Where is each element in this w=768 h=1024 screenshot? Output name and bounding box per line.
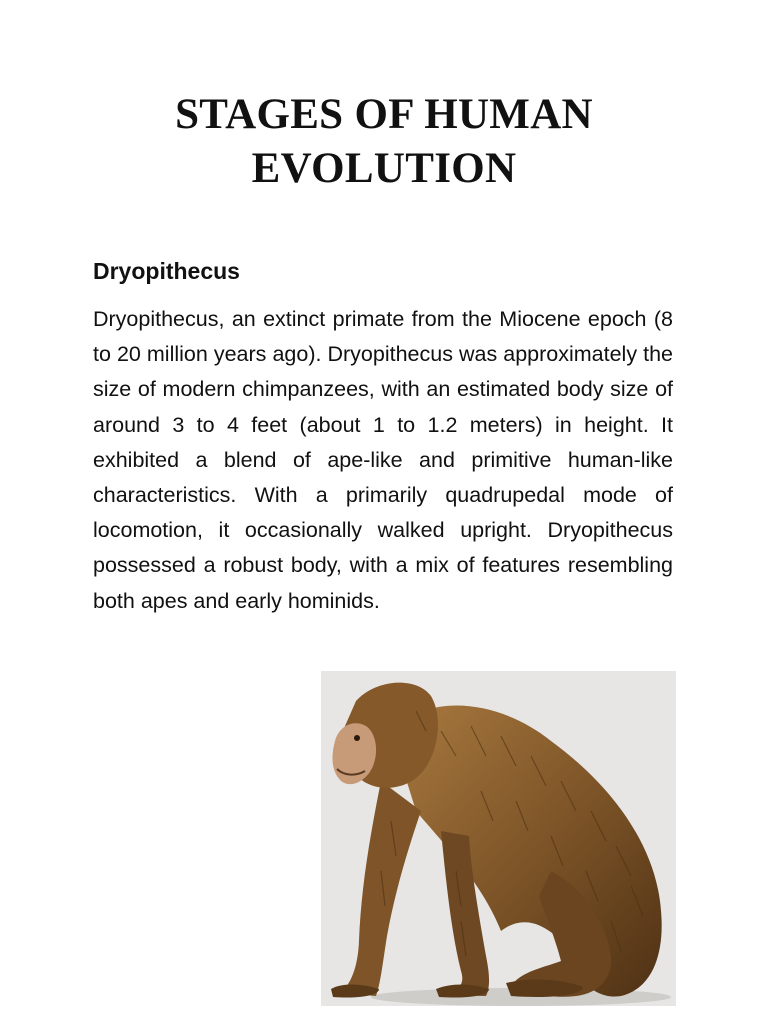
ape-eye — [354, 735, 360, 741]
ape-front-arm — [339, 781, 421, 996]
dryopithecus-illustration — [321, 671, 676, 1006]
page-title: STAGES OF HUMAN EVOLUTION — [175, 91, 593, 192]
ape-drawing — [321, 671, 676, 1006]
section-paragraph: Dryopithecus, an extinct primate from the Miocene epoch (8 to 20 million years ago). Dryopithecus was approximately the size of modern chimpanzees, with an estimated body size of around 3 to 4 feet (about 1 to 1.2 meters) in height. It exhibited a blend of ape-like and primitive human-like characteristics. With a primarily quadrupedal mode of locomotion, it occasionally walked upright. Dryopithecus possessed a robust body, with a mix of features resembling both apes and early hominids. — [93, 307, 673, 613]
section-heading: Dryopithecus — [93, 258, 240, 284]
